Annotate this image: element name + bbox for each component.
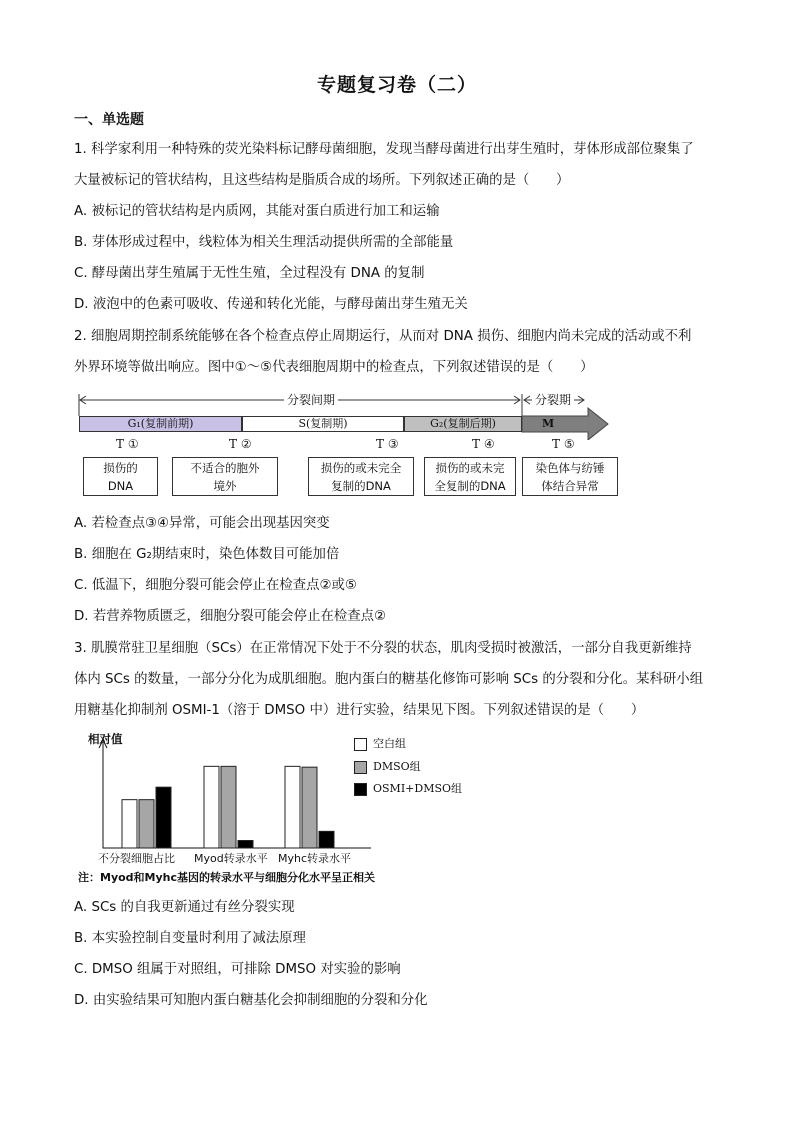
box-1-line-2: DNA bbox=[107, 478, 134, 493]
q3-stem-line-1: 3. 肌膜常驻卫星细胞（SCs）在正常情况下处于不分裂的状态，肌肉受损时被激活，一部分自我更新维持 bbox=[74, 641, 692, 656]
g2-phase: G₂(复制后期) bbox=[404, 416, 522, 432]
section-heading: 一、单选题 bbox=[74, 112, 144, 128]
bar-s2-c1 bbox=[238, 841, 253, 849]
q3-stem-line-3: 用糖基化抑制剂 OSMI-1（溶于 DMSO 中）进行实验，结果见下图。下列叙述错误的是（ ） bbox=[74, 703, 645, 718]
q3-option-b: B. 本实验控制自变量时利用了减法原理 bbox=[74, 931, 306, 946]
bar-s1-c0 bbox=[139, 800, 154, 848]
box-2-line-2: 境外 bbox=[213, 478, 237, 493]
checkpoint-box-5 bbox=[522, 457, 618, 496]
q3-option-c: C. DMSO 组属于对照组，可排除 DMSO 对实验的影响 bbox=[74, 962, 401, 977]
checkpoint-3: T ③ bbox=[376, 437, 399, 451]
page-title: 专题复习卷（二） bbox=[316, 74, 477, 96]
q1-option-a: A. 被标记的管状结构是内质网，其能对蛋白质进行加工和运输 bbox=[74, 204, 440, 219]
x-tick-0: 不分裂细胞占比 bbox=[98, 852, 175, 865]
interphase-label: 分裂间期 bbox=[284, 391, 338, 408]
chart-ylabel: 相对值 bbox=[88, 732, 123, 746]
q3-option-d: D. 由实验结果可知胞内蛋白糖基化会抑制细胞的分裂和分化 bbox=[74, 993, 428, 1008]
legend-swatch-blank bbox=[354, 738, 367, 751]
q1-stem-line-2: 大量被标记的管状结构，且这些结构是脂质合成的场所。下列叙述正确的是（ ） bbox=[74, 173, 570, 188]
q2-option-c: C. 低温下，细胞分裂可能会停止在检查点②或⑤ bbox=[74, 578, 357, 593]
checkpoint-5: T ⑤ bbox=[552, 437, 575, 451]
checkpoint-4: T ④ bbox=[472, 437, 495, 451]
legend-item-dmso bbox=[354, 758, 421, 774]
checkpoint-box-4 bbox=[424, 457, 516, 496]
box-5-line-2: 体结合异常 bbox=[541, 478, 599, 493]
q2-stem-line-1: 2. 细胞周期控制系统能够在各个检查点停止周期运行，从而对 DNA 损伤、细胞内尚未完成的活动或不利 bbox=[74, 329, 692, 344]
q3-option-a: A. SCs 的自我更新通过有丝分裂实现 bbox=[74, 900, 295, 915]
q2-option-b: B. 细胞在 G₂期结束时，染色体数目可能加倍 bbox=[74, 547, 340, 562]
q1-option-d: D. 液泡中的色素可吸收、传递和转化光能，与酵母菌出芽生殖无关 bbox=[74, 297, 468, 312]
checkpoint-box-3 bbox=[308, 457, 414, 496]
q3-stem-line-2: 体内 SCs 的数量，一部分分化为成肌细胞。胞内蛋白的糖基化修饰可影响 SCs 的分裂和分化。某科研小组 bbox=[74, 672, 704, 687]
q2-option-d: D. 若营养物质匮乏，细胞分裂可能会停止在检查点② bbox=[74, 609, 387, 624]
box-5-line-1: 染色体与纺锤 bbox=[535, 460, 605, 475]
box-2-line-1: 不适合的胞外 bbox=[190, 460, 260, 475]
q2-option-a: A. 若检查点③④异常，可能会出现基因突变 bbox=[74, 516, 330, 531]
q1-stem-line-1: 1. 科学家利用一种特殊的荧光染料标记酵母菌细胞，发现当酵母菌进行出芽生殖时，芽体形成部位聚集了 bbox=[74, 142, 694, 157]
x-tick-1: Myod转录水平 bbox=[194, 852, 268, 865]
bar-s1-c1 bbox=[221, 766, 236, 848]
bar-chart bbox=[76, 730, 476, 885]
bar-s1-c2 bbox=[302, 767, 317, 848]
g1-phase: G₁(复制前期) bbox=[79, 416, 242, 432]
s-phase: S(复制期) bbox=[242, 416, 404, 432]
box-3-line-1: 损伤的或未完全 bbox=[320, 460, 402, 475]
bar-s0-c1 bbox=[204, 766, 219, 848]
q1-option-c: C. 酵母菌出芽生殖属于无性生殖，全过程没有 DNA 的复制 bbox=[74, 266, 425, 281]
legend-label-osmi: OSMI+DMSO组 bbox=[373, 782, 463, 795]
bar-s2-c2 bbox=[319, 831, 334, 848]
q1-option-b: B. 芽体形成过程中，线粒体为相关生理活动提供所需的全部能量 bbox=[74, 235, 454, 250]
cell-cycle-diagram bbox=[76, 390, 616, 500]
box-1-line-1: 损伤的 bbox=[103, 460, 138, 475]
m-phase: M bbox=[542, 417, 555, 430]
mphase-label: 分裂期 bbox=[532, 391, 574, 408]
legend-label-dmso: DMSO组 bbox=[373, 760, 421, 773]
chart-note: 注：Myod和Myhc基因的转录水平与细胞分化水平呈正相关 bbox=[78, 871, 376, 884]
legend-item-osmi bbox=[354, 780, 462, 796]
checkpoint-box-2 bbox=[172, 457, 278, 496]
legend-swatch-dmso bbox=[354, 761, 367, 774]
x-tick-2: Myhc转录水平 bbox=[278, 852, 352, 865]
legend-label-blank: 空白组 bbox=[373, 737, 406, 750]
box-3-line-2: 复制的DNA bbox=[331, 478, 391, 493]
q2-stem-line-2: 外界环境等做出响应。图中①～⑤代表细胞周期中的检查点，下列叙述错误的是（ ） bbox=[74, 360, 594, 375]
bar-s0-c2 bbox=[285, 766, 300, 848]
checkpoint-1: T ① bbox=[116, 437, 139, 451]
box-4-line-2: 全复制的DNA bbox=[434, 478, 506, 493]
legend-swatch-osmi bbox=[354, 783, 367, 796]
checkpoint-2: T ② bbox=[229, 437, 252, 451]
bar-s0-c0 bbox=[122, 800, 137, 848]
legend-item-blank bbox=[354, 735, 406, 751]
box-4-line-1: 损伤的或未完 bbox=[435, 460, 505, 475]
bar-s2-c0 bbox=[156, 787, 171, 848]
checkpoint-box-1 bbox=[83, 457, 158, 496]
